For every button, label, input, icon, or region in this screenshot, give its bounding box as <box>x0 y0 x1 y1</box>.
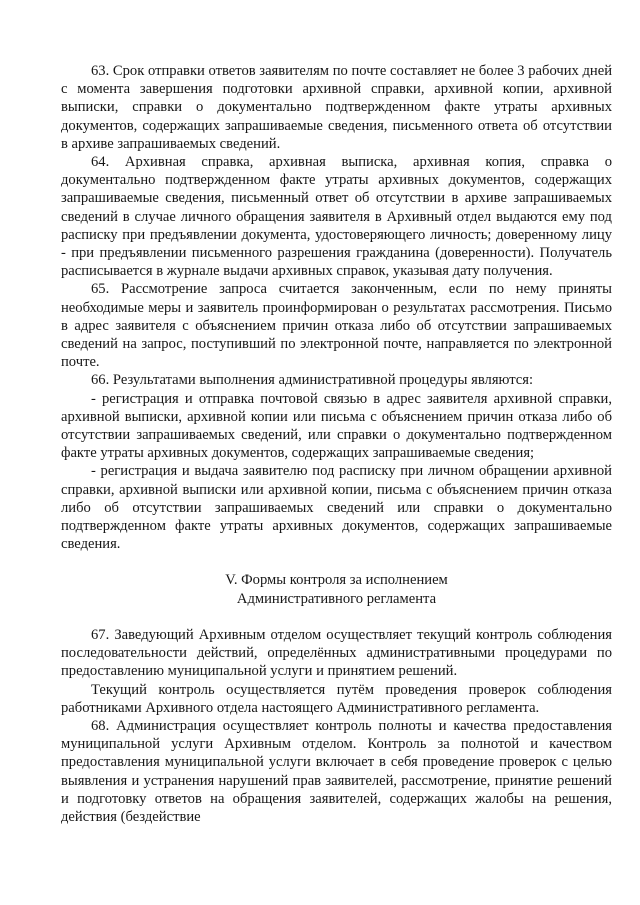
paragraph-66-item-2: - регистрация и выдача заявителю под расписку при личном обращении архивной справки, архивной выписки или архивной копии, письма с объяснением причин отказа либо об отсутствии запрашиваемых сведений или справки о документально подтвержденном факте утраты архивных документов, содержащих запрашиваемые сведения. <box>61 463 612 553</box>
paragraph-66: 66. Результатами выполнения административной процедуры являются: <box>91 372 534 389</box>
section-heading-line-1: V. Формы контроля за исполнением <box>225 572 448 589</box>
section-heading <box>61 571 612 607</box>
paragraph-63: 63. Срок отправки ответов заявителям по почте составляет не более 3 рабочих дней с момента завершения подготовки архивной справки, архивной копии, архивной выписки, справки о документально подтвержденном факте утраты архивных документов, содержащих запрашиваемые сведения, письменного ответа об отсутствии в архиве запрашиваемых сведений. <box>61 63 612 152</box>
paragraph-66-item-1: - регистрация и отправка почтовой связью в адрес заявителя архивной справки, архивной выписки, архивной копии или письма с объяснением причин отказа либо об отсутствии запрашиваемых сведений, или справки о документально подтвержденном факте утраты архивных документов, содержащих запрашиваемые сведения; <box>61 390 612 462</box>
paragraph-64: 64. Архивная справка, архивная выписка, архивная копия, справка о документально подтвержденном факте утраты архивных документов, содержащих запрашиваемые сведения, письменный ответ об отсутствии в архиве запрашиваемых сведений в случае личного обращения заявителя в Архивный отдел выдаются ему под расписку при предъявлении документа, удостоверяющего личность; доверенному лицу - при предъявлении письменного разрешения гражданина (доверенности). Получатель расписывается в журнале выдачи архивных справок, указывая дату получения. <box>61 154 612 280</box>
document-page <box>61 62 612 826</box>
paragraph-67: 67. Заведующий Архивным отделом осуществляет текущий контроль соблюдения последовательности действий, определённых административными процедурами по предоставлению муниципальной услуги и принятием решений. <box>61 626 612 680</box>
paragraph-65: 65. Рассмотрение запроса считается законченным, если по нему приняты необходимые меры и заявитель проинформирован о результатах рассмотрения. Письмо в адрес заявителя с объяснением причин отказа либо об отсутствии запрашиваемых сведений на запрос, поступивший по электронной почте, направляется по электронной почте. <box>61 281 612 371</box>
paragraph-68: 68. Администрация осуществляет контроль полноты и качества предоставления муниципальной услуги Архивным отделом. Контроль за полнотой и качеством предоставления муниципальной услуги включает в себя проведение проверок с целью выявления и устранения нарушений прав заявителей, рассмотрение, принятие решений и подготовку ответов на обращения заявителей, содержащих жалобы на решения, действия (бездействие <box>61 717 612 825</box>
paragraph-67-continued: Текущий контроль осуществляется путём проведения проверок соблюдения работниками Архивного отдела настоящего Административного регламента. <box>61 681 612 716</box>
section-heading-line-2: Административного регламента <box>236 590 437 607</box>
